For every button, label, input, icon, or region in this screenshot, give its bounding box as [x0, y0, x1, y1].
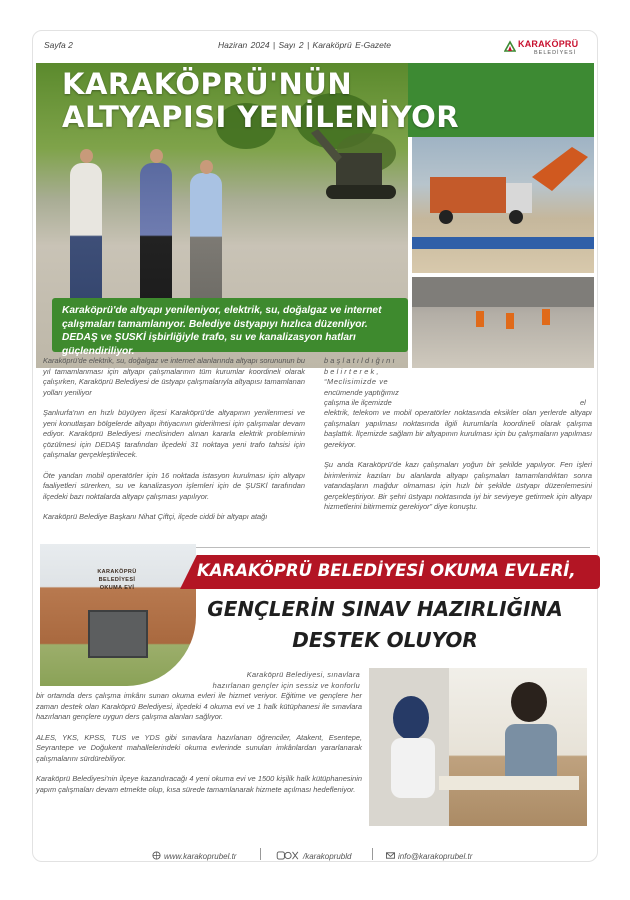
sign-line: OKUMA EVİ — [99, 585, 135, 591]
title-line-2: ALTYAPISI YENİLENİYOR — [62, 100, 460, 134]
footer-email[interactable] — [386, 851, 472, 861]
intro-line: hazırlanan gençler için sessiz ve konforlu — [212, 680, 360, 690]
excavator-figure — [306, 123, 406, 213]
social-handle: /karakoprubld — [303, 852, 352, 861]
paragraph: Şu anda Karaköprü'de kazı çalışmaları yoğun bir şekilde yapılıyor. Fen işleri birimlerimiz kazıları bu alanlarda altyapı çalışmaları tamamlandıktan sonra vatandaşların mağdur olmaması için hızlı bir şekilde üstyapı düzenlemesini gerçekleştiriyor. Bir şehri üstyapı noktasında iyi bir seviyeye getirmek için altyapı hizmetlerini bitirmemiz gerekiyor” diye konuştu. — [324, 460, 592, 511]
students-studying-photo — [369, 668, 587, 826]
website-text: www.karakoprubel.tr — [164, 852, 237, 861]
sign-line: KARAKÖPRÜ — [97, 569, 137, 575]
road-workers-figure — [412, 277, 594, 368]
footer-separator — [372, 848, 373, 860]
title-line-1: KARAKÖPRÜ'NÜN — [62, 67, 353, 101]
reading-house-sign — [80, 568, 154, 598]
pull-line: belirterek, — [324, 366, 381, 376]
footer-website[interactable] — [152, 851, 236, 861]
pull-line: “Meclisimizde ve — [324, 377, 389, 386]
article2-intro — [196, 670, 360, 691]
logo-subtitle: BELEDİYESİ — [534, 50, 577, 56]
paragraph: Karaköprü Belediye Başkanı Nihat Çiftçi, ilçede ciddi bir altyapı atağı — [43, 512, 268, 521]
page-number: Sayfa 2 — [44, 40, 73, 50]
logo-mark-icon — [504, 40, 516, 52]
globe-icon — [152, 851, 161, 860]
social-icons — [276, 851, 300, 860]
article2-headline — [170, 594, 600, 656]
intro-line: Karaköprü Belediyesi, sınavlara — [246, 670, 360, 679]
pull-line: çalışma ile ilçemizde — [324, 398, 392, 407]
article-right-column — [324, 408, 592, 523]
pull-line: encümende yaptığımız — [324, 387, 399, 397]
article2-body — [36, 691, 362, 805]
municipality-logo — [504, 37, 594, 59]
paragraph: Karaköprü Belediyesi'nin ilçeye kazandıracağı 4 yeni okuma evi ve 1500 kişilik halk kütüphanesinin yapım çalışmaları devam etmekte olup, kısa sürede tamamlanarak hizmete açılması hedefleniyor. — [36, 774, 362, 794]
paragraph: ALES, YKS, KPSS, TUS ve YDS gibi sınavlara hazırlanan öğrenciler, Atakent, Esentepe, Seyrantepe ve Doğukent mahallelerindeki okuma evlerinde sunulan imkânlardan yararlanarak çalışmalarını sürdürebiliyor. — [36, 732, 362, 763]
truck-excavator-figure — [412, 137, 594, 273]
paragraph: elektrik, telekom ve mobil operatörler noktasında eksikler olan yerlerde altyapı çalışmaları yapılması noktasında ilgili kurumlarla koordineli olarak çalışma başlattık. İlçemizde sağlam bir altyapının kurulması için bu çalışmaların yapılması gerekiyor. — [324, 408, 592, 449]
excavation-photo — [412, 137, 594, 273]
paragraph: bir ortamda ders çalışma imkânı sunan okuma evleri ile hizmet veriyor. Eğitime ve gençlere her zaman destek olan Karaköprü Belediyesi, ilçedeki 4 okuma evi ve 1 halk kütüphanesi ile sınavlara hazırlanan gençlere uygun ders çalışma alanları sağlıyor. — [36, 691, 362, 721]
text-fragment: el — [580, 398, 586, 407]
mail-icon — [386, 851, 395, 860]
article-title — [62, 68, 542, 134]
sign-line: BELEDİYESİ — [98, 577, 136, 583]
footer-social[interactable] — [276, 851, 351, 861]
entrance-door — [88, 610, 148, 658]
headline-line-1: GENÇLERİN SINAV HAZIRLIĞINA — [207, 597, 563, 621]
paragraph: Şanlıurfa'nın en hızlı büyüyen ilçesi Karaköprü'de altyapının yenilenmesi ve yeni konutlaşan bölgelerde altyapı ihtiyacının giderilmesi için çalışmalar devam ediyor. Karaköprü Belediyesi meclisinden alınan kararla elektrik probleminin çözülmesi için DEDAŞ tarafından ilçedeki 31 noktaya yeni trafo tahsisi için çalışmalar gerçekleştirilecek. — [43, 408, 305, 459]
pull-quote — [324, 356, 410, 409]
headline-line-2: DESTEK OLUYOR — [292, 628, 478, 652]
pull-line: başlatıldığını — [324, 356, 397, 365]
issue-meta: Haziran 2024 | Sayı 2 | Karaköprü E-Gazete — [218, 40, 392, 50]
students-figure — [369, 668, 587, 826]
paragraph: Öte yandan mobil operatörler için 16 noktada istasyon kurulması için altyapı faaliyetleri sürerken, su ve kanalizasyon işlemleri için de ŞUSKİ tarafından ilçedeki bazı noktalarda altyapı çalışması yapılıyor. — [43, 470, 305, 501]
paving-photo — [412, 277, 594, 368]
logo-name: KARAKÖPRÜ — [518, 39, 579, 49]
article-left-column — [43, 356, 305, 533]
footer-separator — [260, 848, 261, 860]
email-text: info@karakoprubel.tr — [398, 852, 473, 861]
article-summary: Karaköprü'de altyapı yenileniyor, elektrik, su, doğalgaz ve internet çalışmaları tamamlanıyor. Belediye üstyapıyı hızlıca düzenliyor. DEDAŞ ve ŞUSKİ işbirliğiyle trafo, su ve kanalizasyon hatları güçlendiriliyor. — [52, 298, 408, 352]
paragraph: Karaköprü'de elektrik, su, doğalgaz ve internet alanlarında altyapı sorununun bu yıl tamamlanması için altyapı çalışmalarının tüm kurumlar koordineli olarak çalışırken, Karaköprü Belediyesi de üstyapı çalışmalarıyla altyapısı tamamlanan yolları yeniliyor — [43, 356, 305, 397]
banner-title: KARAKÖPRÜ BELEDİYESİ OKUMA EVLERİ, — [197, 561, 576, 580]
